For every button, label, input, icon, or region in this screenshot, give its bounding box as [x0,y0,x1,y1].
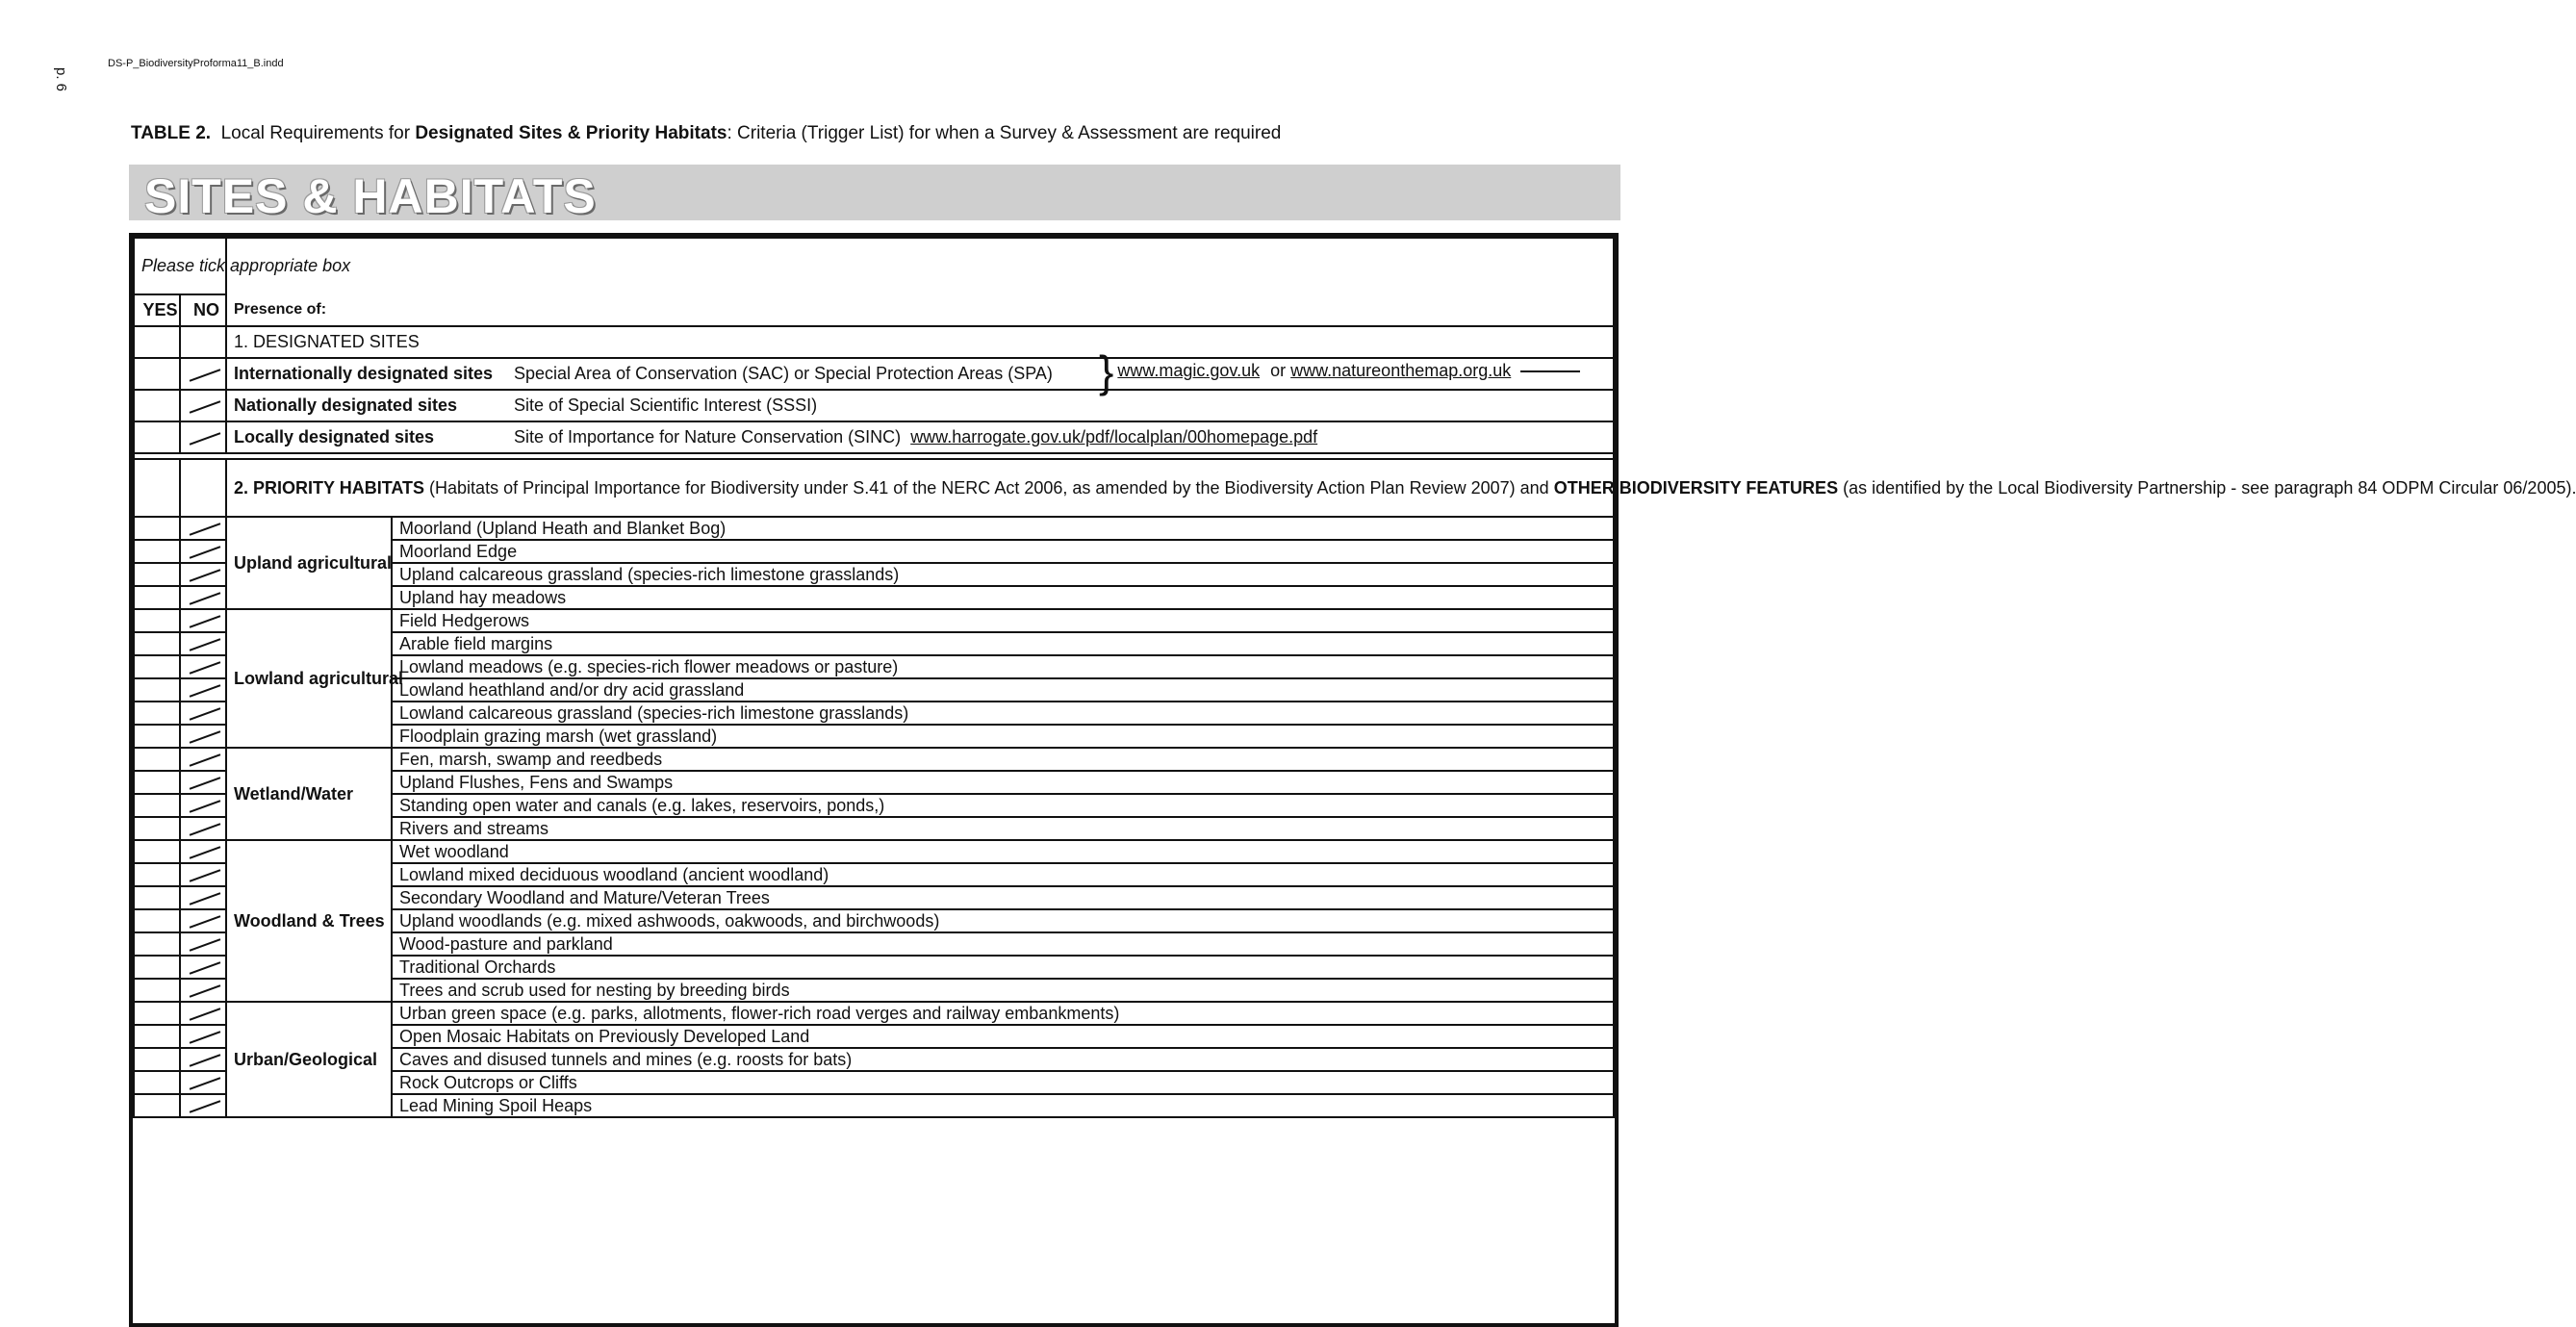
habitat-item: Upland woodlands (e.g. mixed ashwoods, oakwoods, and birchwoods) [392,909,1614,932]
habitat-item: Field Hedgerows [392,609,1614,632]
no-checkbox[interactable] [180,678,226,702]
habitat-item: Rock Outcrops or Cliffs [392,1071,1614,1094]
yes-checkbox[interactable] [134,817,180,840]
tick-mark [190,432,221,446]
section2-text2: (as identified by the Local Biodiversity Partnership - see paragraph 84 ODPM Circular 06/2005). [1843,478,2576,498]
section2-and: and [1519,478,1549,498]
tick-mark [190,800,221,813]
yes-checkbox[interactable] [134,390,180,421]
yes-checkbox[interactable] [134,840,180,863]
yes-checkbox[interactable] [134,909,180,932]
no-checkbox[interactable] [180,632,226,655]
tick-mark [190,400,221,414]
tick-mark [190,984,221,998]
no-checkbox[interactable] [180,390,226,421]
tick-mark [190,369,221,382]
habitat-item: Fen, marsh, swamp and reedbeds [392,748,1614,771]
habitat-item: Floodplain grazing marsh (wet grassland) [392,725,1614,748]
tick-mark [190,661,221,675]
habitat-item: Secondary Woodland and Mature/Veteran Trees [392,886,1614,909]
habitat-item: Wet woodland [392,840,1614,863]
no-checkbox[interactable] [180,1071,226,1094]
page-number: p. 6 [53,67,69,92]
no-checkbox[interactable] [180,979,226,1002]
habitat-item: Upland hay meadows [392,586,1614,609]
habitat-row [134,517,1614,540]
no-checkbox[interactable] [180,540,226,563]
brace-icon: } [1099,346,1114,397]
tick-mark [190,1031,221,1044]
no-checkbox[interactable] [180,609,226,632]
yes-checkbox[interactable] [134,632,180,655]
tick-mark [190,892,221,906]
yes-checkbox[interactable] [134,771,180,794]
tick-mark [190,523,221,536]
site-links [1093,346,1580,397]
yes-checkbox[interactable] [134,540,180,563]
yes-checkbox[interactable] [134,794,180,817]
section1-title: 1. DESIGNATED SITES [226,326,1614,358]
habitat-category: Upland agricultural [226,517,392,609]
habitat-item: Upland calcareous grassland (species-rich limestone grasslands) [392,563,1614,586]
tick-mark [190,1077,221,1090]
caption-bold: Designated Sites & Priority Habitats [415,123,727,143]
habitat-item: Lowland mixed deciduous woodland (ancient woodland) [392,863,1614,886]
habitat-item: Lowland meadows (e.g. species-rich flower meadows or pasture) [392,655,1614,678]
tick-mark [190,707,221,721]
designated-desc: Site of Special Scientific Interest (SSSI) [514,396,818,415]
section-banner [129,165,1620,223]
banner-title: SITES & HABITATS [144,169,597,223]
habitat-item: Arable field margins [392,632,1614,655]
tick-mark [190,846,221,859]
designated-row [226,421,1614,453]
yes-checkbox[interactable] [134,421,180,453]
no-checkbox[interactable] [180,1025,226,1048]
tick-mark [190,546,221,559]
natureonthemap-link[interactable]: www.natureonthemap.org.uk [1290,361,1512,380]
habitat-item: Urban green space (e.g. parks, allotments, flower-rich road verges and railway embankments) [392,1002,1614,1025]
tick-mark [190,1054,221,1067]
tick-mark [190,938,221,952]
file-name: DS-P_BiodiversityProforma11_B.indd [108,58,284,69]
yes-checkbox[interactable] [134,979,180,1002]
habitat-item: Moorland (Upland Heath and Blanket Bog) [392,517,1614,540]
habitat-item: Traditional Orchards [392,956,1614,979]
habitat-item: Open Mosaic Habitats on Previously Developed Land [392,1025,1614,1048]
designated-row [226,390,1614,421]
yes-checkbox[interactable] [134,932,180,956]
habitat-row [134,840,1614,863]
tick-mark [190,730,221,744]
caption-table-label: TABLE 2. [131,123,212,143]
yes-checkbox[interactable] [134,748,180,771]
habitat-item: Upland Flushes, Fens and Swamps [392,771,1614,794]
yes-checkbox[interactable] [134,1048,180,1071]
caption-lead: Local Requirements for [220,123,411,143]
no-checkbox[interactable] [180,1094,226,1117]
no-checkbox[interactable] [180,517,226,540]
yes-checkbox[interactable] [134,586,180,609]
no-checkbox[interactable] [180,358,226,390]
no-checkbox[interactable] [180,563,226,586]
harrogate-link[interactable]: www.harrogate.gov.uk/pdf/localplan/00homepage.pdf [910,427,1318,447]
no-checkbox[interactable] [180,771,226,794]
yes-header: YES [134,294,180,326]
no-checkbox[interactable] [180,326,226,358]
habitat-item: Moorland Edge [392,540,1614,563]
no-checkbox[interactable] [180,886,226,909]
section2-title2: OTHER BIODIVERSITY FEATURES [1553,478,1839,498]
habitat-row [134,748,1614,771]
no-checkbox[interactable] [180,459,226,517]
habitat-category: Lowland agricultural [226,609,392,748]
yes-checkbox[interactable] [134,956,180,979]
tick-mark [190,1008,221,1021]
no-checkbox[interactable] [180,840,226,863]
habitat-item: Standing open water and canals (e.g. lakes, reservoirs, ponds,) [392,794,1614,817]
habitat-item: Lowland heathland and/or dry acid grassland [392,678,1614,702]
habitat-item: Caves and disused tunnels and mines (e.g. roosts for bats) [392,1048,1614,1071]
habitat-category: Urban/Geological [226,1002,392,1117]
section2-text1: (Habitats of Principal Importance for Biodiversity under S.41 of the NERC Act 2006, as amended by the Biodiversity Action Plan Review 2007) [429,478,1516,498]
tick-instruction: Please tick appropriate box [134,238,226,294]
habitat-category: Wetland/Water [226,748,392,840]
tick-mark [190,869,221,882]
no-checkbox[interactable] [180,748,226,771]
presence-label: Presence of: [226,294,1614,326]
habitat-item: Lowland calcareous grassland (species-rich limestone grasslands) [392,702,1614,725]
yes-checkbox[interactable] [134,326,180,358]
no-checkbox[interactable] [180,909,226,932]
designated-name: Internationally designated sites [234,364,494,383]
habitat-item: Wood-pasture and parkland [392,932,1614,956]
no-checkbox[interactable] [180,586,226,609]
yes-checkbox[interactable] [134,886,180,909]
designated-desc: Site of Importance for Nature Conservation (SINC) [514,427,902,447]
yes-checkbox[interactable] [134,655,180,678]
no-checkbox[interactable] [180,421,226,453]
yes-checkbox[interactable] [134,702,180,725]
yes-checkbox[interactable] [134,1094,180,1117]
no-checkbox[interactable] [180,863,226,886]
yes-checkbox[interactable] [134,563,180,586]
magic-link[interactable]: www.magic.gov.uk [1117,361,1261,380]
no-checkbox[interactable] [180,932,226,956]
section2-heading [226,459,2576,517]
habitat-item: Lead Mining Spoil Heaps [392,1094,1614,1117]
designated-desc: Special Area of Conservation (SAC) or Special Protection Areas (SPA) [514,364,1053,383]
yes-checkbox[interactable] [134,609,180,632]
habitat-item: Trees and scrub used for nesting by breeding birds [392,979,1614,1002]
yes-checkbox[interactable] [134,1025,180,1048]
no-checkbox[interactable] [180,794,226,817]
tick-mark [190,684,221,698]
no-checkbox[interactable] [180,702,226,725]
no-header: NO [180,294,226,326]
no-checkbox[interactable] [180,1002,226,1025]
no-checkbox[interactable] [180,817,226,840]
no-checkbox[interactable] [180,655,226,678]
section2-title: 2. PRIORITY HABITATS [234,478,425,498]
yes-checkbox[interactable] [134,863,180,886]
link-rule [1520,370,1580,372]
yes-checkbox[interactable] [134,358,180,390]
table-caption [131,123,1281,144]
no-checkbox[interactable] [180,956,226,979]
tick-mark [190,615,221,628]
header-blank [226,238,1614,294]
no-checkbox[interactable] [180,1048,226,1071]
habitat-row [134,1002,1614,1025]
habitat-category: Woodland & Trees [226,840,392,1002]
tick-mark [190,569,221,582]
yes-checkbox[interactable] [134,678,180,702]
designated-name: Locally designated sites [234,427,435,447]
tick-mark [190,753,221,767]
tick-mark [190,823,221,836]
tick-mark [190,638,221,651]
designated-name: Nationally designated sites [234,396,458,415]
habitat-row [134,609,1614,632]
yes-checkbox[interactable] [134,459,180,517]
yes-checkbox[interactable] [134,517,180,540]
links-or: or [1270,361,1287,380]
tick-mark [190,1100,221,1113]
yes-checkbox[interactable] [134,1071,180,1094]
habitat-item: Rivers and streams [392,817,1614,840]
caption-tail: : Criteria (Trigger List) for when a Survey & Assessment are required [727,123,1282,143]
tick-mark [190,592,221,605]
tick-mark [190,777,221,790]
no-checkbox[interactable] [180,725,226,748]
tick-mark [190,915,221,929]
yes-checkbox[interactable] [134,1002,180,1025]
tick-mark [190,961,221,975]
yes-checkbox[interactable] [134,725,180,748]
